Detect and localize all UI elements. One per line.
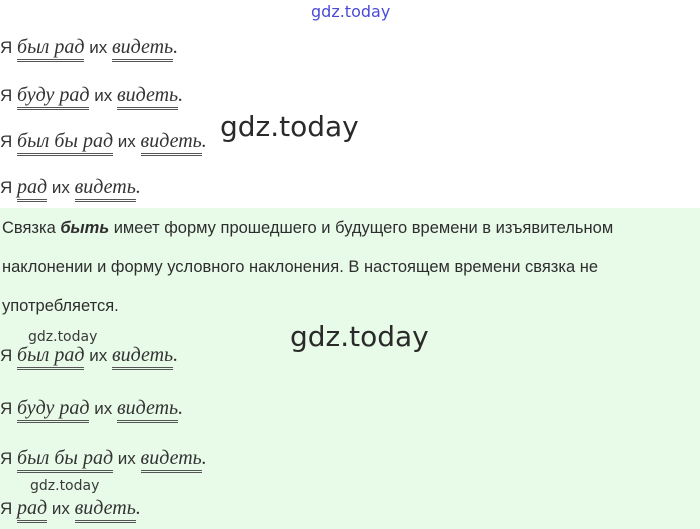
predicate: рад	[17, 497, 47, 523]
watermark-small: gdz.today	[28, 329, 98, 345]
object-word: их	[94, 86, 113, 105]
answer-line	[0, 397, 183, 420]
period: .	[173, 344, 179, 366]
object-word: их	[51, 178, 70, 197]
infinitive: видеть	[112, 344, 173, 370]
predicate: был рад	[17, 344, 84, 370]
answer-line	[0, 497, 141, 520]
pronoun: Я	[0, 346, 13, 365]
copula-term: быть	[60, 219, 110, 237]
example-line	[0, 36, 178, 59]
infinitive: видеть	[75, 497, 136, 523]
infinitive: видеть	[117, 84, 178, 110]
period: .	[178, 84, 184, 106]
object-word: их	[94, 399, 113, 418]
pronoun: Я	[0, 449, 13, 468]
answer-line	[0, 344, 178, 367]
watermark-top: gdz.today	[311, 2, 391, 21]
pronoun: Я	[0, 399, 13, 418]
predicate: рад	[17, 176, 47, 202]
pronoun: Я	[0, 178, 13, 197]
period: .	[178, 397, 184, 419]
watermark-middle: gdz.today	[220, 110, 359, 143]
pronoun: Я	[0, 38, 13, 57]
object-word: их	[117, 449, 136, 468]
infinitive: видеть	[117, 397, 178, 423]
object-word: их	[117, 132, 136, 151]
watermark-lower: gdz.today	[290, 320, 429, 353]
example-line	[0, 84, 183, 107]
period: .	[135, 497, 141, 519]
predicate: был бы рад	[17, 447, 113, 473]
period: .	[201, 130, 207, 152]
explanation-paragraph	[2, 209, 698, 326]
explanation-rest: имеет форму прошедшего и будущего времени в изъявительном наклонении и форму условного наклонения. В настоящем времени связка не употребляется.	[2, 219, 614, 315]
predicate: буду рад	[17, 397, 89, 423]
example-line	[0, 176, 141, 199]
object-word: их	[51, 499, 70, 518]
object-word: их	[89, 38, 108, 57]
pronoun: Я	[0, 86, 13, 105]
period: .	[201, 447, 207, 469]
infinitive: видеть	[112, 36, 173, 62]
explanation-start: Связка	[2, 219, 61, 237]
object-word: их	[89, 346, 108, 365]
watermark-small: gdz.today	[30, 478, 100, 494]
predicate: буду рад	[17, 84, 89, 110]
predicate: был бы рад	[17, 130, 113, 156]
period: .	[135, 176, 141, 198]
infinitive: видеть	[141, 130, 202, 156]
period: .	[173, 36, 179, 58]
example-line	[0, 130, 207, 153]
infinitive: видеть	[75, 176, 136, 202]
pronoun: Я	[0, 132, 13, 151]
infinitive: видеть	[141, 447, 202, 473]
pronoun: Я	[0, 499, 13, 518]
answer-line	[0, 447, 207, 470]
predicate: был рад	[17, 36, 84, 62]
